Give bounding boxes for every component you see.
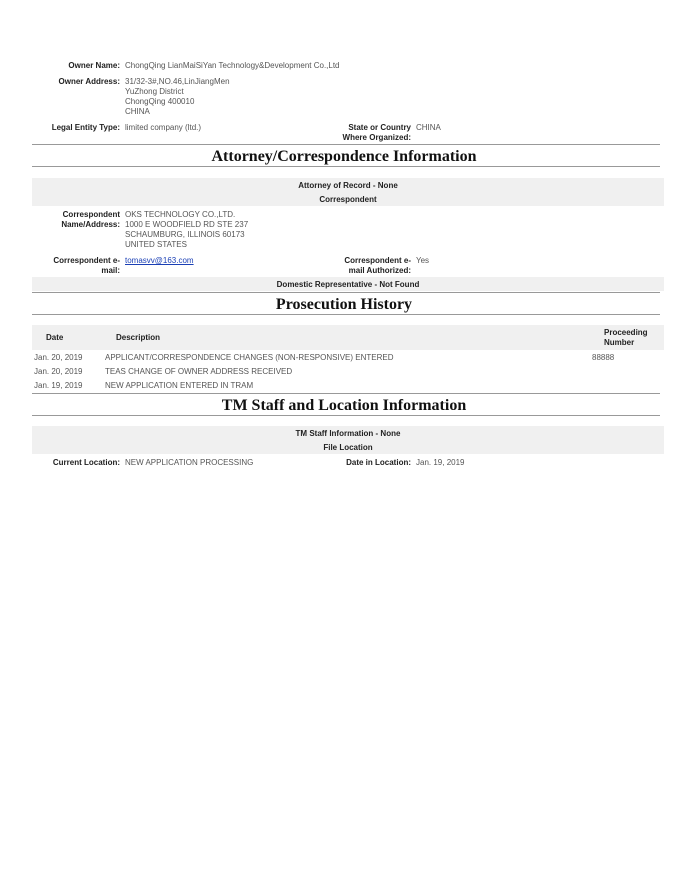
date-in-location-label: Date in Location:: [346, 458, 411, 467]
owner-address-line: CHINA: [125, 107, 150, 116]
legal-entity-type-label: Legal Entity Type:: [51, 123, 120, 132]
staff-section-heading: TM Staff and Location Information: [221, 397, 467, 414]
correspondent-line: UNITED STATES: [125, 240, 187, 249]
correspondent-label: Correspondent: [62, 210, 120, 219]
section-rule: [32, 393, 660, 394]
attorney-of-record: Attorney of Record - None: [298, 181, 398, 190]
row-date: Jan. 20, 2019: [34, 367, 83, 376]
correspondent-label-2: Name/Address:: [61, 220, 120, 229]
owner-address-line: ChongQing 400010: [125, 97, 195, 106]
correspondent-line: SCHAUMBURG, ILLINOIS 60173: [125, 230, 245, 239]
current-location-label: Current Location:: [52, 458, 120, 467]
staff-information: TM Staff Information - None: [295, 429, 401, 438]
date-in-location-value: Jan. 19, 2019: [416, 458, 465, 467]
domestic-representative: Domestic Representative - Not Found: [276, 280, 420, 289]
owner-address-line: YuZhong District: [125, 87, 184, 96]
row-description: TEAS CHANGE OF OWNER ADDRESS RECEIVED: [105, 367, 293, 376]
owner-address-line: 31/32-3#,NO.46,LinJiangMen: [125, 77, 230, 86]
file-location-heading: File Location: [323, 443, 373, 452]
email-authorized-value: Yes: [416, 256, 430, 265]
row-number: 88888: [592, 353, 615, 362]
attorney-section-heading: Attorney/Correspondence Information: [211, 148, 477, 165]
owner-address-label: Owner Address:: [58, 77, 120, 86]
legal-entity-type-value: limited company (ltd.): [125, 123, 202, 132]
row-description: APPLICANT/CORRESPONDENCE CHANGES (NON-RESPONSIVE) ENTERED: [105, 353, 394, 362]
state-country-value: CHINA: [416, 123, 441, 132]
correspondent-heading: Correspondent: [319, 195, 377, 204]
section-rule: [32, 314, 660, 315]
correspondent-email-label-2: mail:: [101, 266, 120, 275]
current-location-value: NEW APPLICATION PROCESSING: [125, 458, 254, 467]
email-authorized-label-2: mail Authorized:: [348, 266, 411, 275]
row-date: Jan. 20, 2019: [34, 353, 83, 362]
section-rule: [32, 166, 660, 167]
section-rule: [32, 415, 660, 416]
col-description-header: Description: [116, 333, 161, 342]
owner-name-value: ChongQing LianMaiSiYan Technology&Development Co.,Ltd: [125, 61, 340, 70]
correspondent-email-label: Correspondent e-: [53, 256, 120, 265]
state-country-label: State or Country: [348, 123, 411, 132]
row-description: NEW APPLICATION ENTERED IN TRAM: [105, 381, 254, 390]
row-date: Jan. 19, 2019: [34, 381, 83, 390]
email-authorized-label: Correspondent e-: [344, 256, 411, 265]
col-date-header: Date: [46, 333, 64, 342]
col-proceeding-header-2: Number: [604, 338, 635, 347]
section-rule: [32, 292, 660, 293]
correspondent-email-link[interactable]: tomasvv@163.com: [125, 256, 194, 265]
col-proceeding-header: Proceeding: [604, 328, 648, 337]
owner-name-label: Owner Name:: [68, 61, 120, 70]
prosecution-section-heading: Prosecution History: [275, 296, 413, 313]
correspondent-line: OKS TECHNOLOGY CO.,LTD.: [125, 210, 236, 219]
section-rule: [32, 144, 660, 145]
correspondent-line: 1000 E WOODFIELD RD STE 237: [125, 220, 249, 229]
state-country-label-2: Where Organized:: [342, 133, 411, 142]
